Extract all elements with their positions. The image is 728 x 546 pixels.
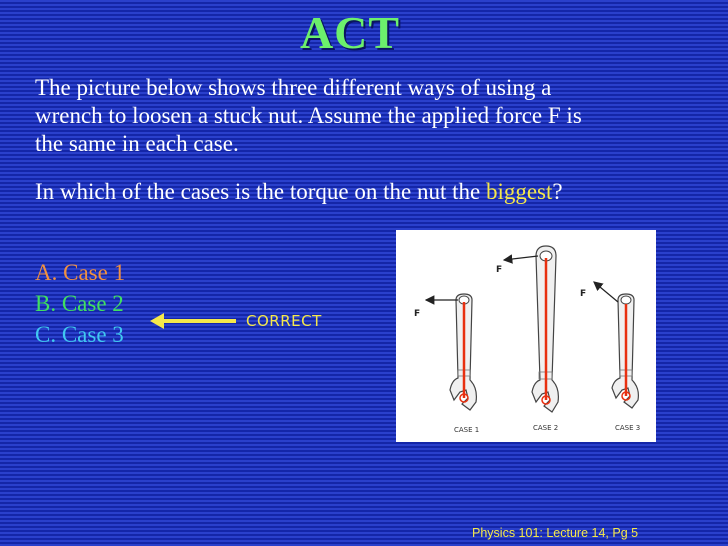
question-text: In which of the cases is the torque on the nut the: [35, 179, 486, 204]
question-mark: ?: [552, 179, 563, 204]
wrench-case-3: [580, 282, 638, 408]
option-a: A. Case 1: [35, 260, 126, 285]
question-highlight: biggest: [485, 179, 553, 204]
question: [35, 178, 615, 206]
case-label-1: CASE 1: [454, 426, 480, 434]
force-label-1: F: [414, 309, 421, 319]
force-label-2: F: [496, 265, 503, 275]
footer: Physics 101: Lecture 14, Pg 5: [472, 526, 639, 540]
correct-label: CORRECT: [246, 312, 322, 330]
case-label-2: CASE 2: [533, 424, 559, 432]
left-arrow-icon: [150, 312, 238, 330]
wrench-diagram: [396, 230, 656, 442]
force-label-3: F: [580, 289, 587, 299]
option-b: B. Case 2: [35, 291, 124, 316]
wrench-figure: [396, 230, 656, 442]
wrench-case-2: [496, 246, 558, 412]
wrench-case-1: [414, 294, 476, 410]
option-c: C. Case 3: [35, 322, 124, 347]
problem-statement: The picture below shows three different ways of using a wrench to loosen a stuck nut. Assume the applied force F is the same in each case.: [35, 75, 582, 156]
case-label-3: CASE 3: [615, 424, 641, 432]
slide-title: ACT: [299, 7, 401, 58]
